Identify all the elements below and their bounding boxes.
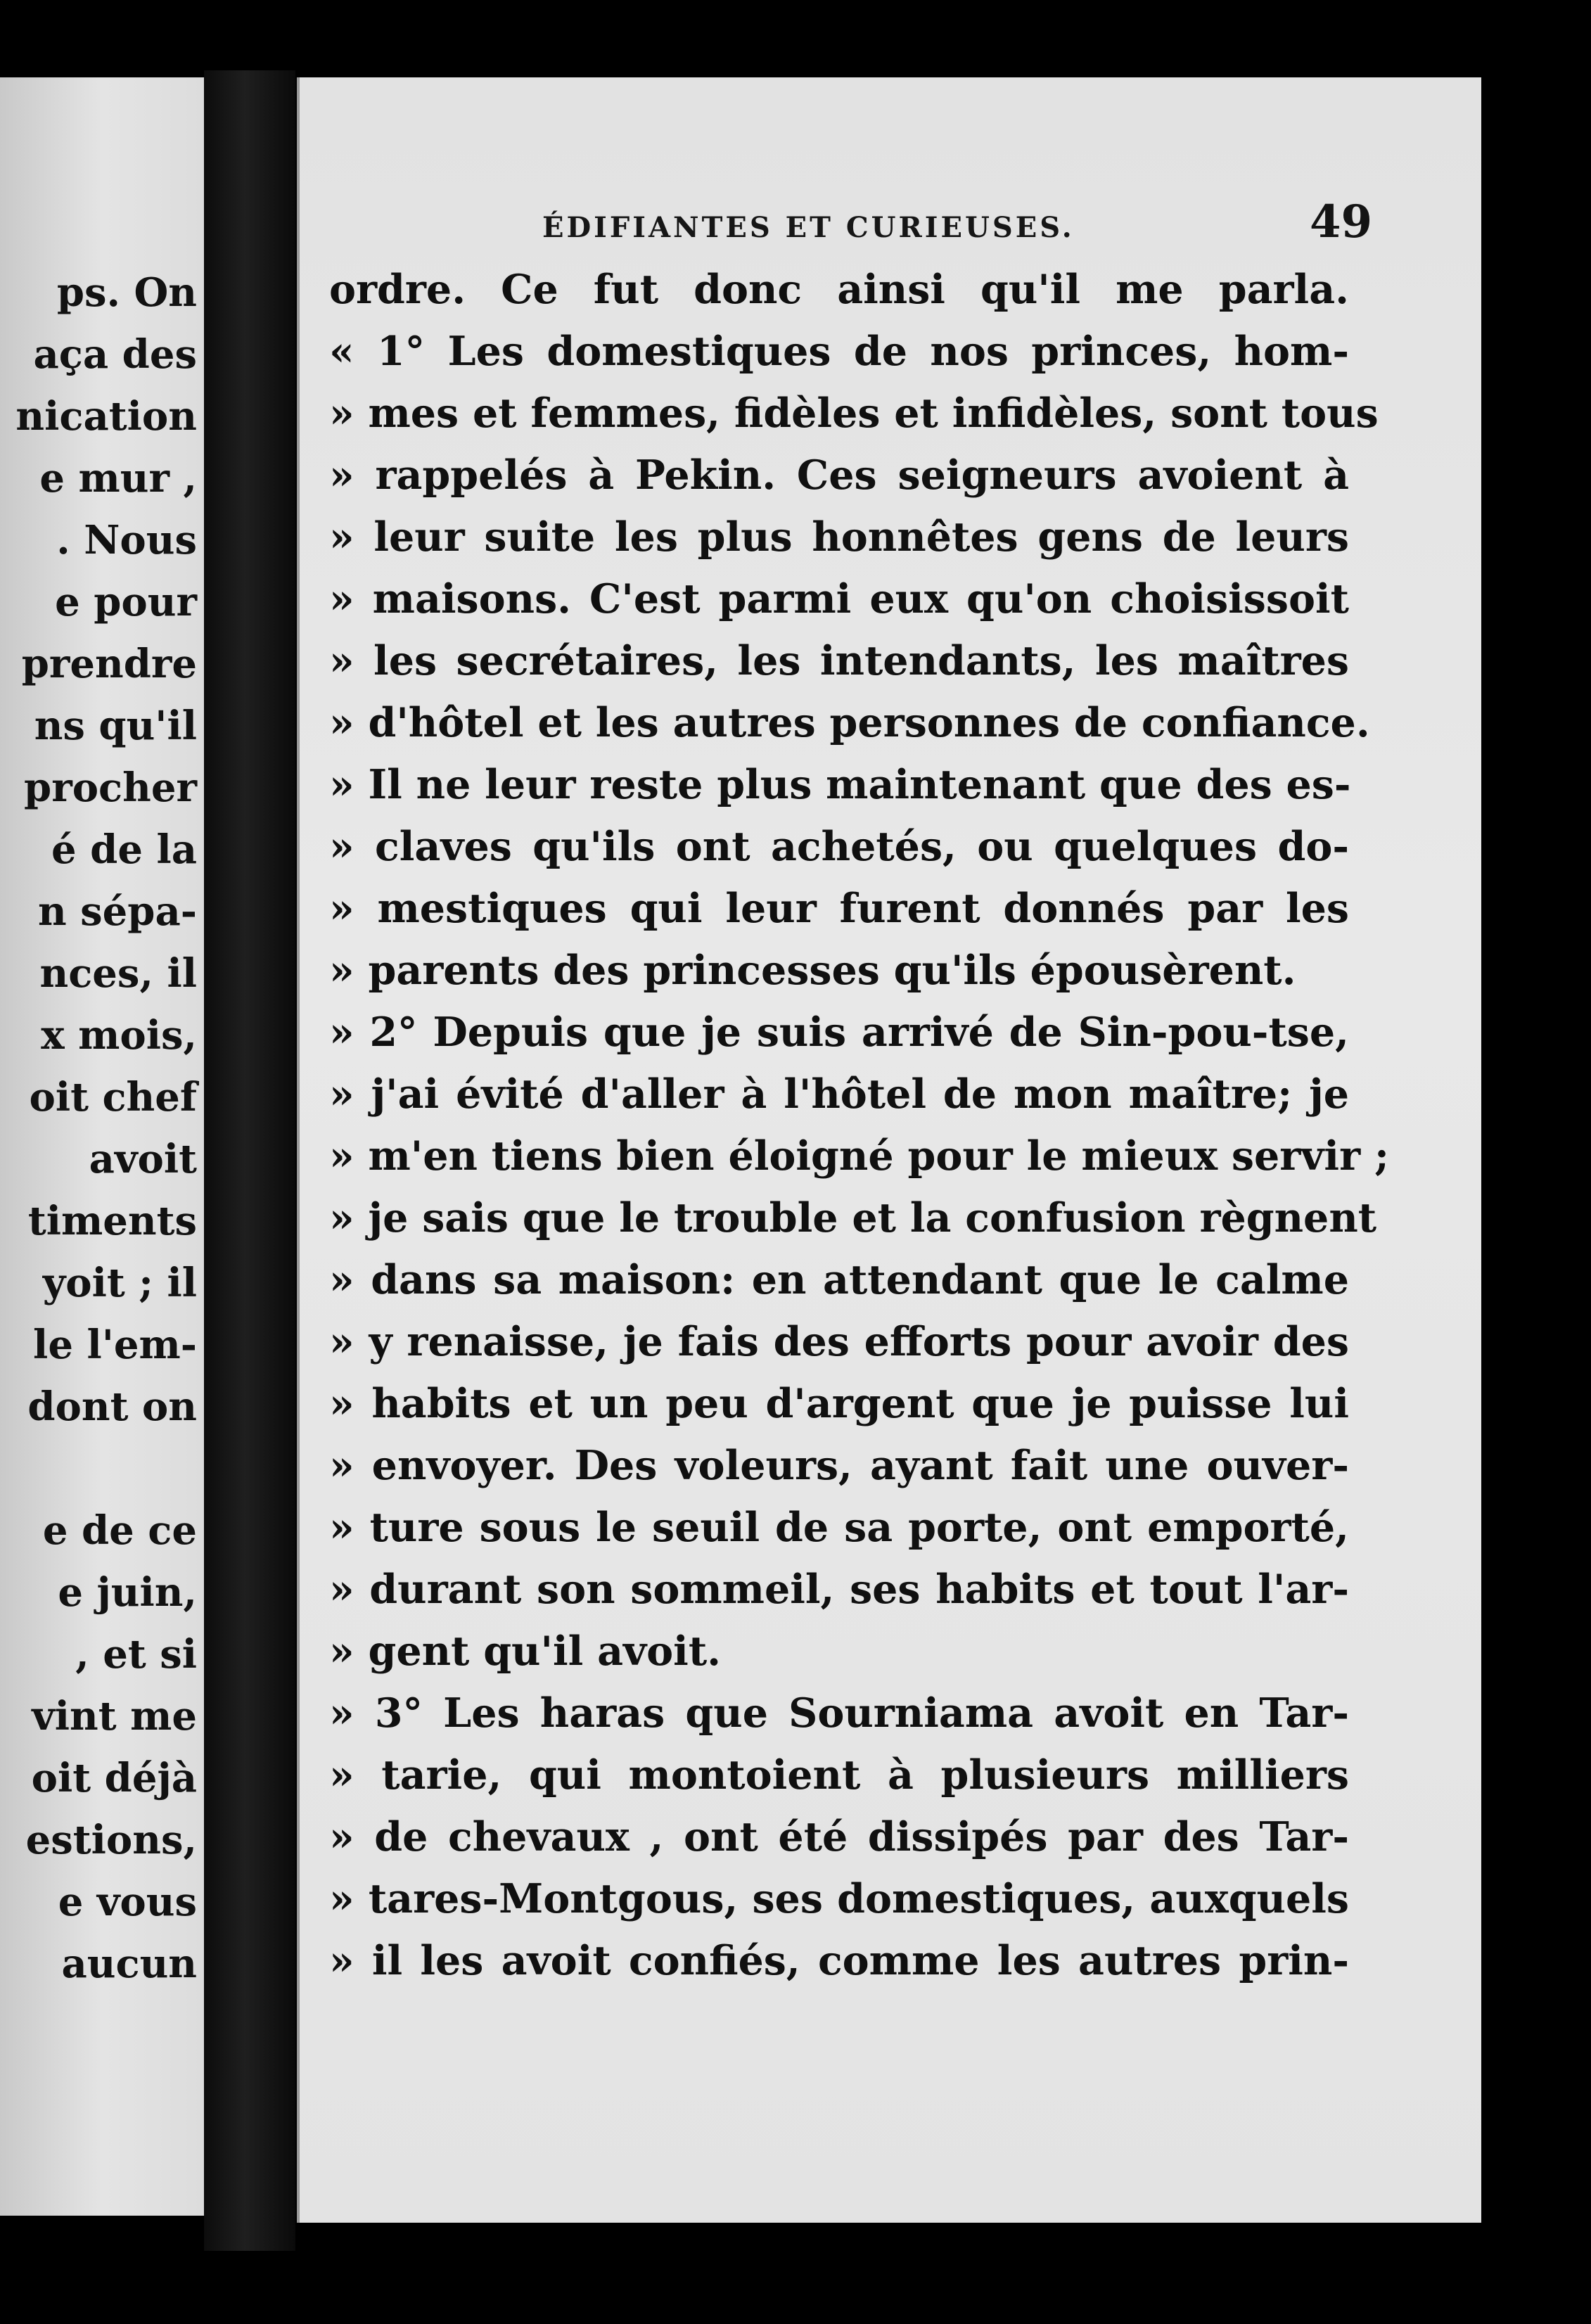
- facing-line: dont on: [27, 1384, 197, 1430]
- facing-line: e pour: [55, 579, 197, 625]
- page-number: 49: [1309, 196, 1372, 248]
- facing-line: le l'em-: [33, 1322, 197, 1368]
- text-line: » dans sa maison: en attendant que le calme: [329, 1256, 1349, 1303]
- text-line: » m'en tiens bien éloigné pour le mieux servir ;: [329, 1132, 1389, 1180]
- facing-line: , et si: [75, 1631, 197, 1678]
- text-line: » tarie, qui montoient à plusieurs milliers: [329, 1751, 1349, 1799]
- facing-line: x mois,: [41, 1012, 197, 1059]
- book-gutter: [204, 70, 295, 2251]
- text-line: ordre. Ce fut donc ainsi qu'il me parla.: [329, 266, 1349, 313]
- text-line: » rappelés à Pekin. Ces seigneurs avoient à: [329, 452, 1349, 499]
- facing-line: procher: [24, 765, 197, 811]
- text-line: « 1° Les domestiques de nos princes, hom-: [329, 328, 1349, 375]
- book-page: [297, 77, 1481, 2223]
- facing-line: e juin,: [58, 1569, 197, 1616]
- facing-page: [0, 77, 204, 2216]
- text-line: » ture sous le seuil de sa porte, ont emporté,: [329, 1504, 1349, 1551]
- text-line: » d'hôtel et les autres personnes de confiance.: [329, 699, 1370, 746]
- text-line: » maisons. C'est parmi eux qu'on choisissoit: [329, 575, 1349, 622]
- facing-line: [15, 1438, 197, 1500]
- text-line: » de chevaux , ont été dissipés par des Tar-: [329, 1813, 1349, 1860]
- facing-line: vint me: [32, 1693, 197, 1739]
- facing-line: aça des: [33, 331, 197, 378]
- text-line: » les secrétaires, les intendants, les maîtres: [329, 637, 1349, 684]
- running-head: ÉDIFIANTES ET CURIEUSES.: [542, 211, 1075, 244]
- text-line: » il les avoit confiés, comme les autres prin-: [329, 1937, 1349, 1984]
- facing-line: . Nous: [56, 517, 197, 563]
- text-line: » leur suite les plus honnêtes gens de leurs: [329, 513, 1349, 561]
- page-body: [329, 259, 1389, 1992]
- text-line: » 2° Depuis que je suis arrivé de Sin-pou-tse,: [329, 1009, 1349, 1056]
- text-line: » parents des princesses qu'ils épousèrent.: [329, 947, 1296, 994]
- facing-line: oit chef: [29, 1074, 197, 1120]
- text-line: » tares-Montgous, ses domestiques, auxquels: [329, 1875, 1349, 1922]
- text-line: » durant son sommeil, ses habits et tout l'ar-: [329, 1566, 1349, 1613]
- facing-line: timents: [27, 1198, 197, 1244]
- facing-line: aucun: [61, 1941, 197, 1987]
- text-line: » mes et femmes, fidèles et infidèles, sont tous: [329, 390, 1379, 437]
- facing-line: nces, il: [39, 950, 197, 997]
- facing-line: e vous: [58, 1879, 197, 1925]
- facing-line: é de la: [51, 826, 197, 873]
- text-line: » gent qu'il avoit.: [329, 1628, 722, 1675]
- text-line: » je sais que le trouble et la confusion règnent: [329, 1194, 1377, 1241]
- facing-line: yoit ; il: [42, 1260, 197, 1306]
- text-line: » j'ai évité d'aller à l'hôtel de mon maître; je: [329, 1071, 1349, 1118]
- facing-line: prendre: [21, 641, 197, 687]
- facing-line: ps. On: [56, 269, 197, 316]
- facing-line: n sépa-: [37, 888, 197, 935]
- facing-line: e de ce: [42, 1507, 197, 1554]
- facing-line: avoit: [89, 1136, 197, 1182]
- text-line: » Il ne leur reste plus maintenant que des es-: [329, 761, 1351, 808]
- text-line: » claves qu'ils ont achetés, ou quelques do-: [329, 823, 1349, 870]
- facing-line: estions,: [25, 1817, 197, 1863]
- facing-line: oit déjà: [31, 1755, 197, 1801]
- facing-line: ns qu'il: [34, 703, 197, 749]
- text-line: » y renaisse, je fais des efforts pour avoir des: [329, 1318, 1349, 1365]
- text-line: » habits et un peu d'argent que je puisse lui: [329, 1380, 1349, 1427]
- text-line: » 3° Les haras que Sourniama avoit en Tar-: [329, 1690, 1349, 1737]
- facing-line: nication: [15, 393, 197, 440]
- facing-line: e mur ,: [39, 455, 197, 502]
- text-line: » mestiques qui leur furent donnés par les: [329, 885, 1349, 932]
- text-line: » envoyer. Des voleurs, ayant fait une ouver-: [329, 1442, 1349, 1489]
- facing-page-text: [15, 262, 197, 1995]
